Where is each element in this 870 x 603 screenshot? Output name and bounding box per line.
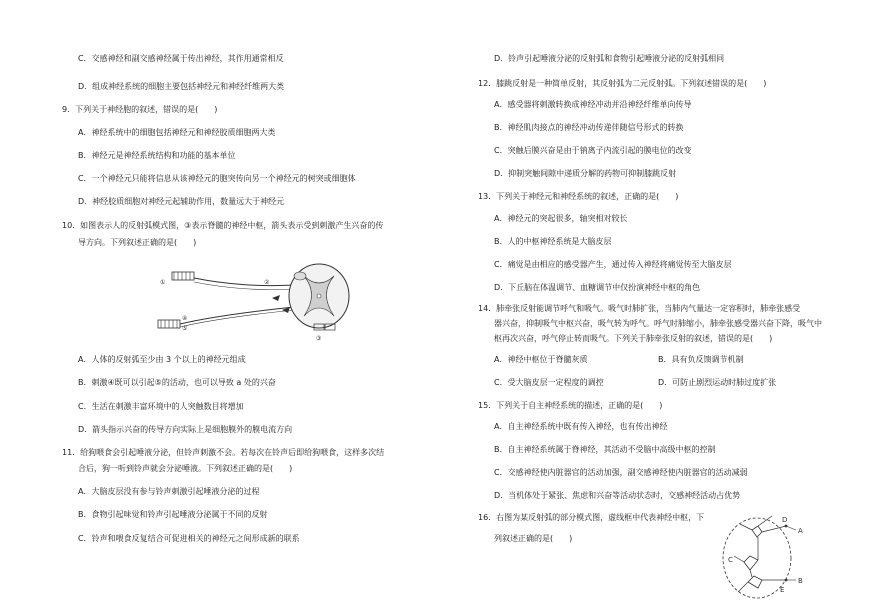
q11-option-d: D．铃声引起唾液分泌的反射弧和食物引起唾液分泌的反射弧相同 <box>494 54 725 63</box>
q15-option-d: D．当机体处于紧张、焦虑和兴奋等活动状态时，交感神经活动占优势 <box>494 491 741 500</box>
q13-option-a: A．神经元的突起很多，轴突相对较长 <box>494 214 628 223</box>
q12-option-a: A．感受器将刺激转换成神经冲动并沿神经纤维单向传导 <box>494 100 692 109</box>
q14-option-b: B．具有负反馈调节机制 <box>658 355 744 364</box>
fig16-label-e: E <box>780 586 785 594</box>
q15-option-c: C．交感神经使内脏器官的活动加强，副交感神经使内脏器官的活动减弱 <box>494 468 748 477</box>
q12-option-b: B．神经肌肉接点的神经冲动传递伴随信号形式的转换 <box>494 123 684 132</box>
q9-stem: 9．下列关于神经胞的叙述，错误的是( ) <box>62 105 218 114</box>
q12-option-c: C．突触后膜兴奋是由于钠离子内流引起的膜电位的改变 <box>494 146 692 155</box>
q16-stem-line2: 列叙述正确的是( ) <box>494 534 573 543</box>
q14-stem-line2: 器兴奋，抑制吸气中枢兴奋，吸气转为呼气。呼气时肺缩小，肺牵张感受器兴奋下降，吸气中 <box>494 319 822 328</box>
neuron-figure <box>712 510 822 602</box>
q10-option-b: B．刺激④既可以引起⑤的活动，也可以导致 a 处的兴奋 <box>78 378 276 387</box>
q8-option-c: C．交感神经和副交感神经属于传出神经，其作用通常相反 <box>78 54 284 63</box>
q10-option-c: C．生活在刺激丰富环境中的人突触数目将增加 <box>78 402 244 411</box>
q14-stem-line3: 枢再次兴奋，呼气停止转而吸气。下列关于肺牵张反射的叙述，错误的是( ) <box>494 334 773 343</box>
q15-option-b: B．自主神经系统属于脊神经，其活动不受脑中高级中枢的控制 <box>494 445 716 454</box>
q10-stem-line2: 导方向。下列叙述正确的是( ) <box>78 238 197 247</box>
q14-stem-line1: 14．肺牵张反射能调节呼气和吸气。吸气时肺扩张，当肺内气量达一定容积时，肺牵张感受 <box>478 304 801 313</box>
fig16-label-b: B <box>798 577 803 585</box>
q14-option-d: D．可防止剧烈运动时肺过度扩张 <box>658 378 777 387</box>
q10-option-d: D．箭头指示兴奋的传导方向实际上是细胞膜外的膜电流方向 <box>78 425 293 434</box>
fig16-label-d: D <box>782 516 788 524</box>
fig-label-2: ② <box>264 279 270 286</box>
q16-stem-line1: 16．右图为某反射弧的部分模式图，虚线框中代表神经中枢，下 <box>478 513 705 522</box>
q13-stem: 13．下列关于神经元和神经系统的叙述，正确的是( ) <box>478 192 679 201</box>
q9-option-a: A．神经系统中的细胞包括神经元和神经胶质细胞两大类 <box>78 128 276 137</box>
q8-option-d: D．组成神经系统的细胞主要包括神经元和神经纤维两大类 <box>78 82 285 91</box>
q9-option-b: B．神经元是神经系统结构和功能的基本单位 <box>78 151 236 160</box>
q12-stem: 12．膝跳反射是一种简单反射，其反射弧为二元反射弧。下列叙述错误的是( ) <box>478 79 767 88</box>
q10-stem-line1: 10．如图表示人的反射弧模式图，③表示脊髓的神经中枢，箭头表示受到刺激产生兴奋的传 <box>62 221 384 230</box>
q12-option-d: D．抑制突触间隙中递质分解的药物可抑制膝跳反射 <box>494 169 677 178</box>
fig-label-5: ⑤ <box>182 325 188 332</box>
q9-option-d: D．神经胶质细胞对神经元起辅助作用，数量远大于神经元 <box>78 197 285 206</box>
reflex-arc-figure <box>154 254 354 342</box>
q11-stem-line2: 合后，狗一听到铃声就会分泌唾液。下列叙述正确的是( ) <box>78 464 293 473</box>
q15-option-a: A．自主神经系统中既有传入神经，也有传出神经 <box>494 422 668 431</box>
q15-stem: 15．下列关于自主神经系统的描述，正确的是( ) <box>478 401 663 410</box>
receptor-top <box>172 272 194 280</box>
q11-option-c: C．铃声和喂食反复结合可促进相关的神经元之间形成新的联系 <box>78 534 300 543</box>
q14-option-c: C．受大脑皮层一定程度的调控 <box>494 378 604 387</box>
q11-option-b: B．食物引起味觉和铃声引起唾液分泌属于不同的反射 <box>78 510 268 519</box>
effector-bottom <box>158 320 180 328</box>
q11-stem-line1: 11．给狗喂食会引起唾液分泌，但铃声刺激不会。若每次在铃声后即给狗喂食，这样多次结 <box>62 448 385 457</box>
fig-label-1: ① <box>160 279 166 286</box>
q13-option-d: D．下丘脑在体温调节、血糖调节中仅扮演神经中枢的角色 <box>494 283 701 292</box>
q11-option-a: A．大脑皮层没有参与铃声刺激引起唾液分泌的过程 <box>78 487 260 496</box>
fig16-label-a: A <box>798 527 803 535</box>
fig-label-4: ④ <box>182 315 188 322</box>
q13-option-c: C．痛觉是由相应的感受器产生，通过传入神经将痛觉传至大脑皮层 <box>494 260 732 269</box>
fig-label-3: ③ <box>316 335 322 342</box>
fig16-label-c: C <box>728 556 733 564</box>
q13-option-b: B．人的中枢神经系统是大脑皮层 <box>494 237 612 246</box>
q10-option-a: A．人体的反射弧至少由 3 个以上的神经元组成 <box>78 355 246 364</box>
q9-option-c: C．一个神经元只能将信息从该神经元的胞突传向另一个神经元的树突或细胞体 <box>78 174 356 183</box>
q14-option-a: A．神经中枢位于脊髓灰质 <box>494 355 588 364</box>
